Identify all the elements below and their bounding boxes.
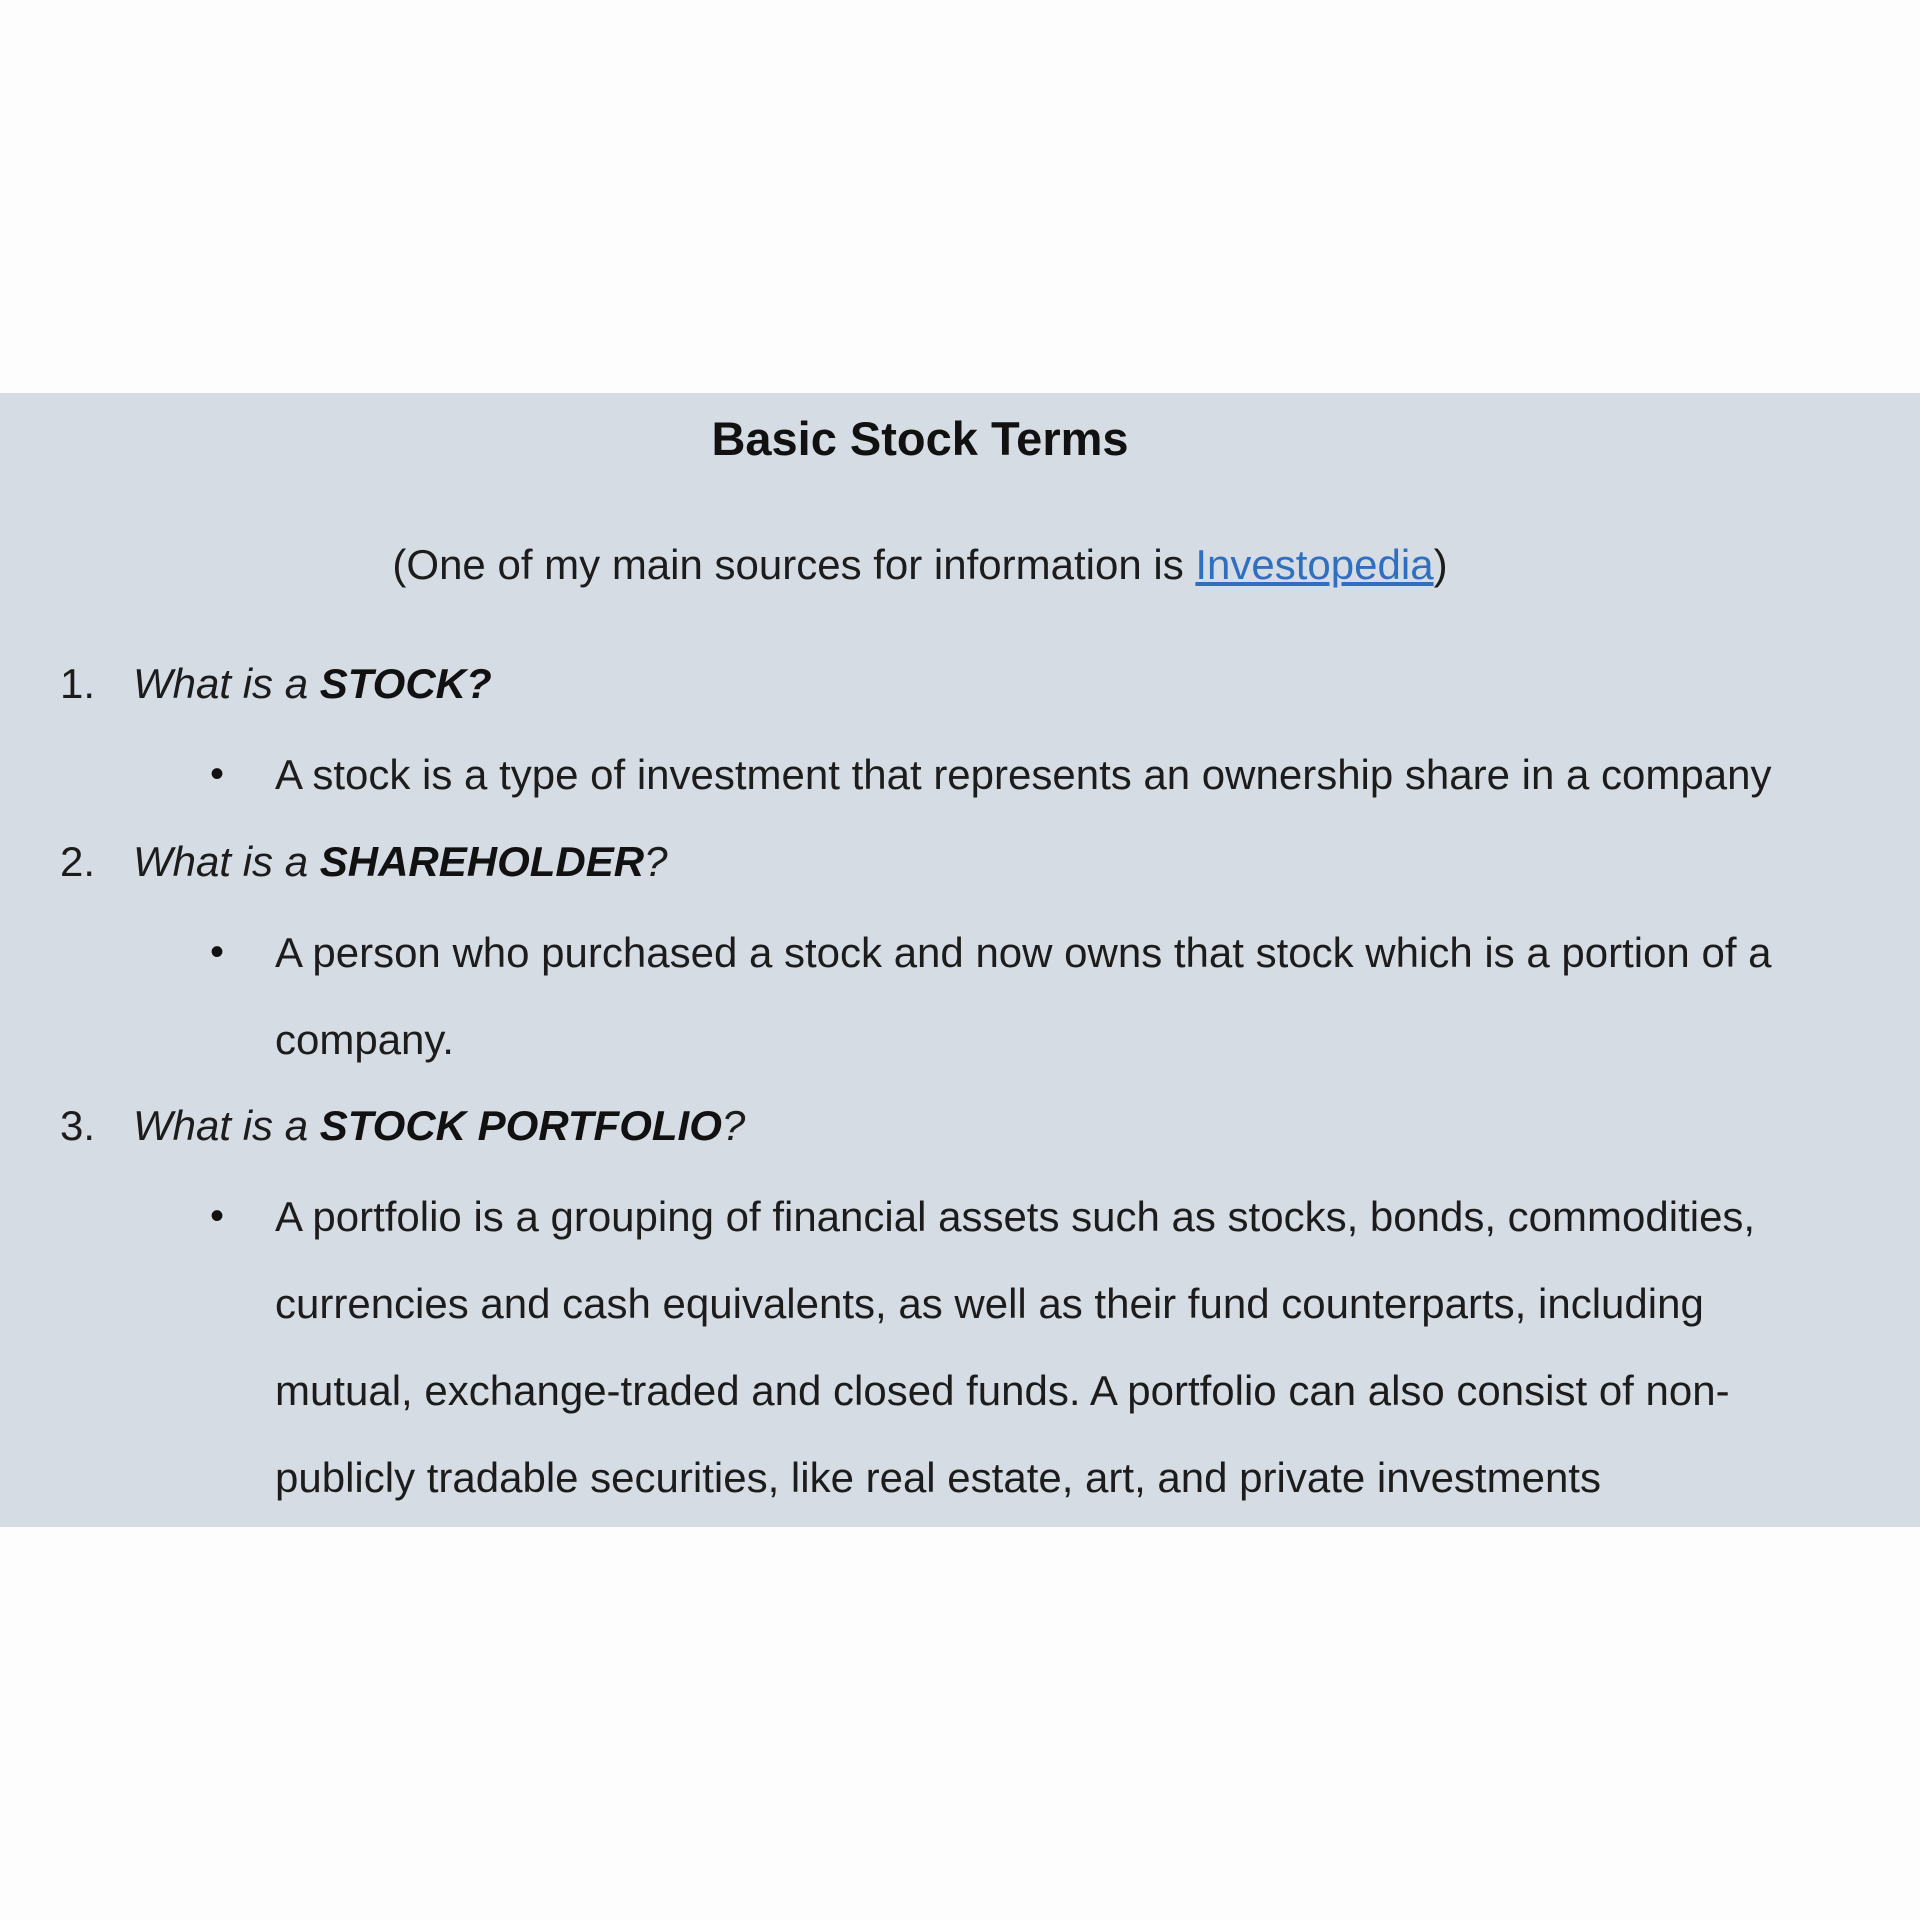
question-term: SHAREHOLDER [319, 838, 645, 885]
source-prefix: (One of my main sources for information is [392, 541, 1196, 588]
answer-text: A person who purchased a stock and now owns that stock which is a portion of a company. [275, 929, 1772, 1063]
bullet-icon: • [209, 752, 224, 796]
question-stock [60, 659, 492, 709]
question-number: 1. [60, 660, 96, 707]
question-prefix: What is a [133, 660, 320, 707]
question-prefix: What is a [133, 838, 320, 885]
question-stock-portfolio [60, 1101, 745, 1151]
answer-stock-portfolio [204, 1173, 1804, 1521]
source-suffix: ) [1433, 541, 1448, 588]
answer-text: A portfolio is a grouping of financial assets such as stocks, bonds, commodities, currencies and cash equivalents, as well as their fund counterparts, including mutual, exchange-traded and closed funds. A portfolio can also consist of non-publicly tradable securities, like real estate, art, and private investments [275, 1193, 1756, 1501]
bullet-icon: • [209, 930, 224, 974]
investopedia-link[interactable]: Investopedia [1195, 541, 1434, 588]
question-term: STOCK? [319, 660, 492, 707]
answer-text: A stock is a type of investment that represents an ownership share in a company [275, 751, 1772, 798]
bullet-icon: • [209, 1194, 224, 1238]
question-prefix: What is a [133, 1102, 320, 1149]
question-suffix: ? [721, 1102, 746, 1149]
source-line [0, 541, 1840, 589]
question-suffix: ? [644, 838, 668, 885]
question-number: 2. [60, 838, 96, 885]
document-panel [0, 393, 1920, 1527]
answer-shareholder [204, 909, 1844, 1083]
document-title: Basic Stock Terms [711, 412, 1129, 465]
answer-stock [204, 731, 1864, 818]
question-shareholder [60, 837, 667, 887]
question-term: STOCK PORTFOLIO [319, 1102, 722, 1149]
question-number: 3. [60, 1102, 96, 1149]
